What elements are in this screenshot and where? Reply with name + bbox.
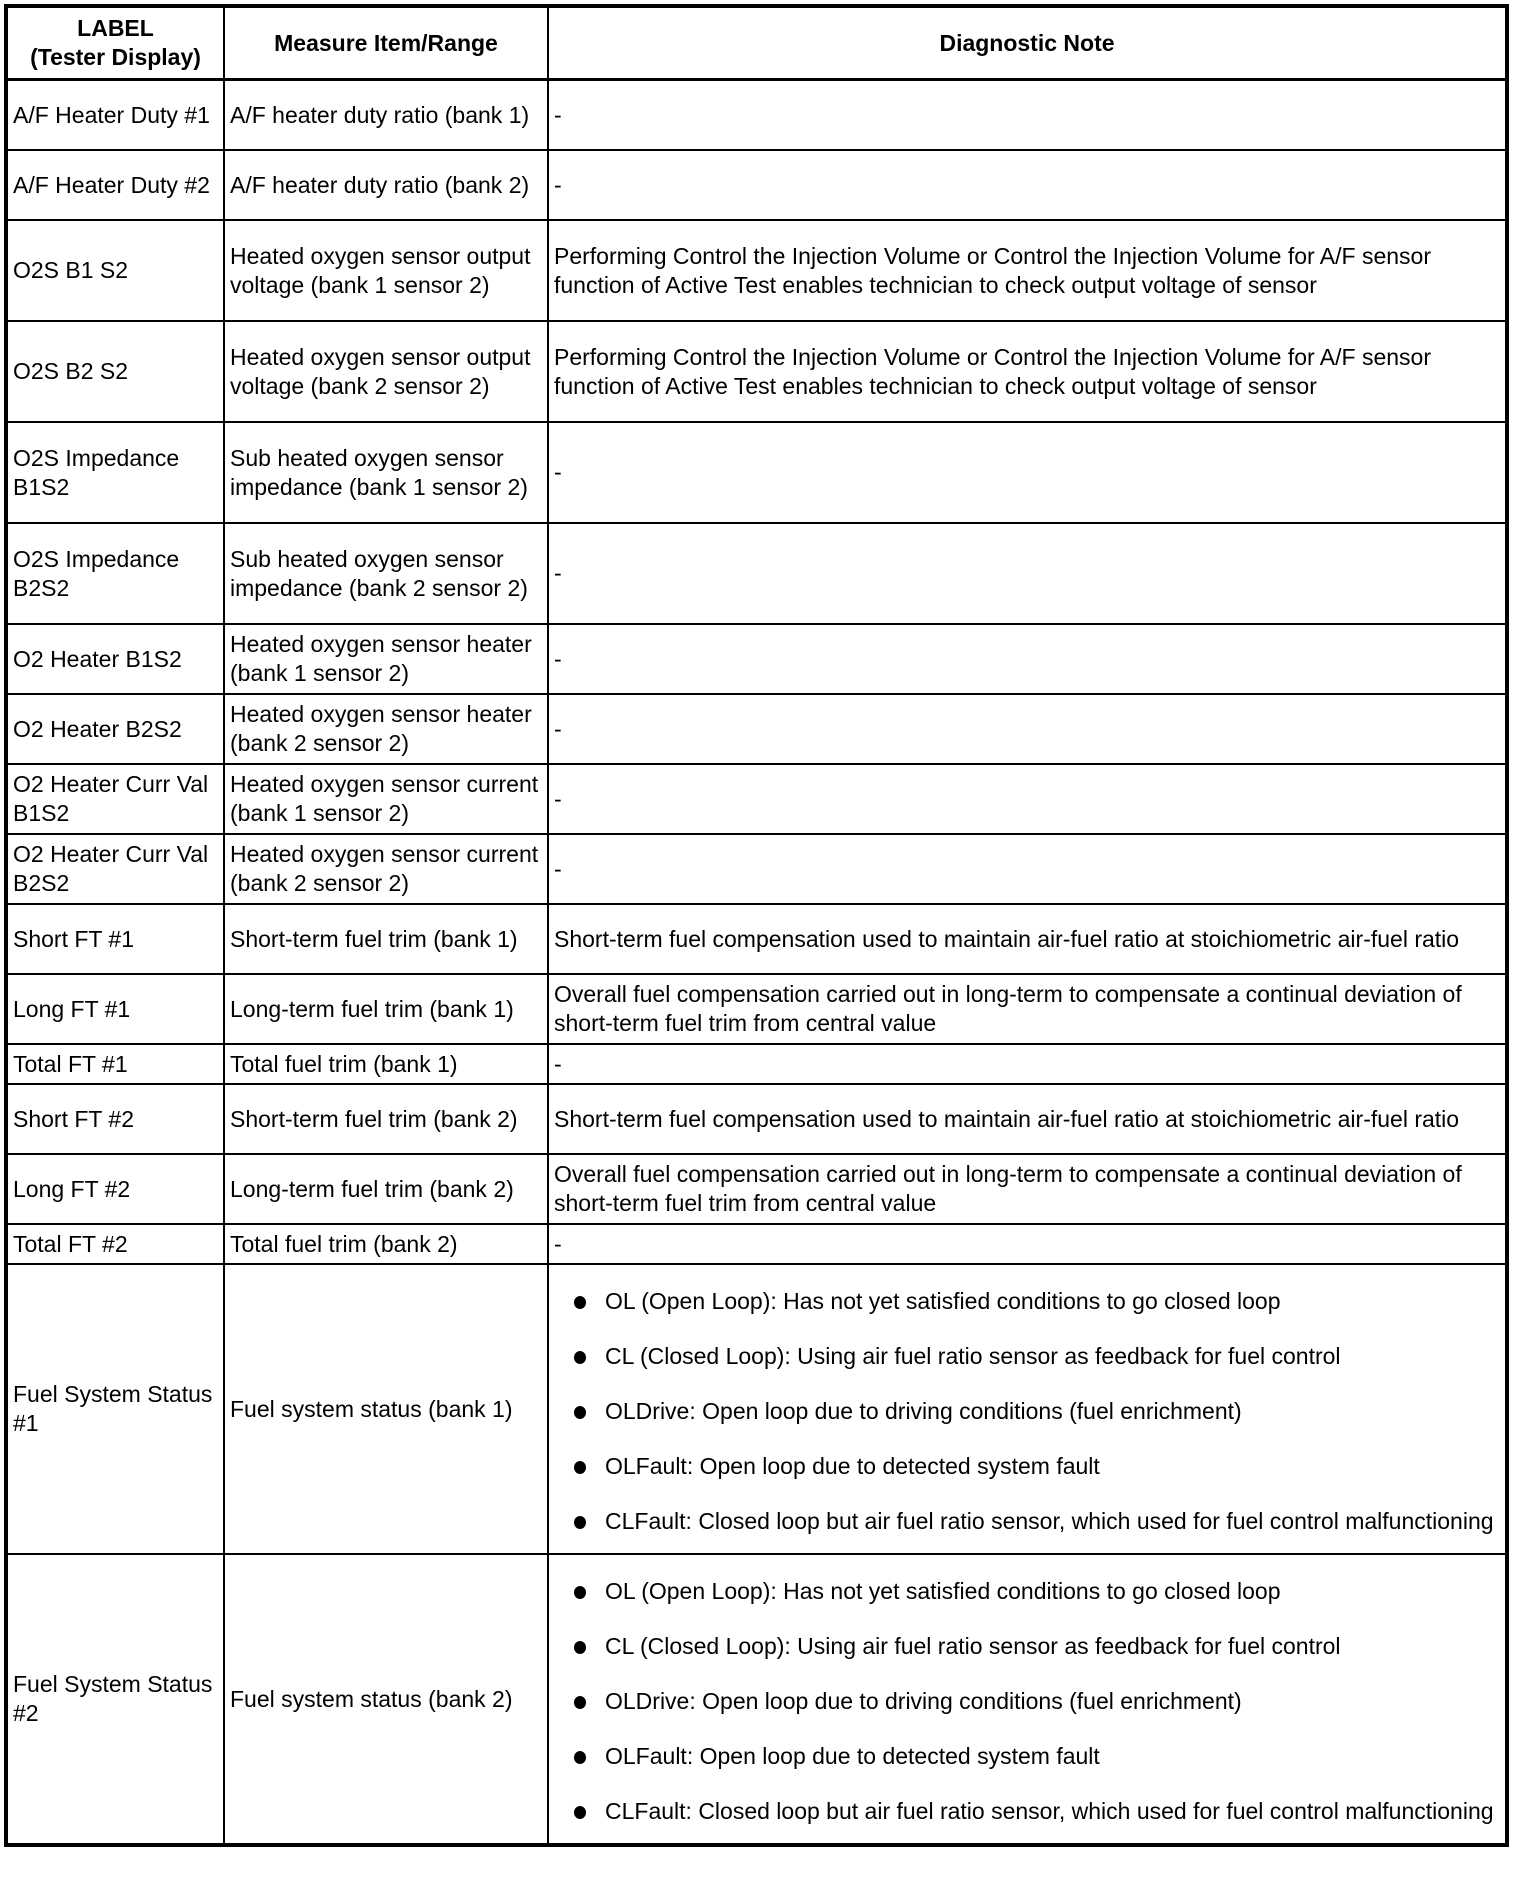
- table-row: [6, 422, 1507, 523]
- table-header: [6, 6, 1507, 80]
- header-label-line2: (Tester Display): [30, 44, 201, 70]
- diagnostic-data-table: [4, 4, 1509, 1847]
- list-item-text: CL (Closed Loop): Using air fuel ratio sensor as feedback for fuel control: [605, 1342, 1341, 1369]
- label-cell: Fuel System Status #1: [6, 1264, 224, 1554]
- label-cell: Short FT #2: [6, 1084, 224, 1154]
- list-item-text: OL (Open Loop): Has not yet satisfied conditions to go closed loop: [605, 1287, 1281, 1314]
- bullet-icon: [574, 1351, 586, 1364]
- measure-cell: Heated oxygen sensor output voltage (bank 2 sensor 2): [224, 321, 548, 422]
- list-item-text: OL (Open Loop): Has not yet satisfied conditions to go closed loop: [605, 1577, 1281, 1604]
- measure-cell: Heated oxygen sensor current (bank 2 sensor 2): [224, 834, 548, 904]
- measure-cell: A/F heater duty ratio (bank 2): [224, 150, 548, 220]
- label-cell: Total FT #2: [6, 1224, 224, 1264]
- list-item-text: CLFault: Closed loop but air fuel ratio sensor, which used for fuel control malfunctioning: [605, 1797, 1494, 1824]
- label-cell: A/F Heater Duty #2: [6, 150, 224, 220]
- fuel-status-list: [554, 1569, 1501, 1830]
- table-row: [6, 624, 1507, 694]
- table-row: [6, 904, 1507, 974]
- label-cell: Long FT #1: [6, 974, 224, 1044]
- list-item-text: CLFault: Closed loop but air fuel ratio sensor, which used for fuel control malfunctioning: [605, 1507, 1494, 1534]
- measure-cell: Short-term fuel trim (bank 2): [224, 1084, 548, 1154]
- bullet-icon: [574, 1641, 586, 1654]
- table-row: [6, 1224, 1507, 1264]
- bullet-icon: [574, 1406, 586, 1419]
- note-cell: [548, 1554, 1507, 1845]
- note-cell: Short-term fuel compensation used to maintain air-fuel ratio at stoichiometric air-fuel ratio: [548, 904, 1507, 974]
- measure-cell: Long-term fuel trim (bank 1): [224, 974, 548, 1044]
- note-cell: Overall fuel compensation carried out in long-term to compensate a continual deviation of short-term fuel trim from central value: [548, 1154, 1507, 1224]
- table-row: [6, 1154, 1507, 1224]
- table-row: [6, 150, 1507, 220]
- table-row: [6, 80, 1507, 151]
- list-item-text: CL (Closed Loop): Using air fuel ratio sensor as feedback for fuel control: [605, 1632, 1341, 1659]
- list-item-text: OLDrive: Open loop due to driving conditions (fuel enrichment): [605, 1397, 1242, 1424]
- measure-cell: Fuel system status (bank 1): [224, 1264, 548, 1554]
- table-row: [6, 764, 1507, 834]
- bullet-icon: [574, 1696, 586, 1709]
- note-cell: -: [548, 80, 1507, 151]
- list-item: [554, 1452, 1501, 1481]
- list-item: [554, 1742, 1501, 1771]
- measure-cell: Heated oxygen sensor heater (bank 2 sensor 2): [224, 694, 548, 764]
- table-row: [6, 1264, 1507, 1554]
- list-item: [554, 1632, 1501, 1661]
- bullet-icon: [574, 1516, 586, 1529]
- table-row: [6, 834, 1507, 904]
- table-row: [6, 523, 1507, 624]
- measure-cell: Heated oxygen sensor output voltage (bank 1 sensor 2): [224, 220, 548, 321]
- measure-cell: Heated oxygen sensor heater (bank 1 sensor 2): [224, 624, 548, 694]
- list-item: [554, 1287, 1501, 1316]
- list-item: [554, 1577, 1501, 1606]
- list-item-text: OLFault: Open loop due to detected system fault: [605, 1452, 1100, 1479]
- note-cell: -: [548, 764, 1507, 834]
- list-item: [554, 1397, 1501, 1426]
- label-cell: Fuel System Status #2: [6, 1554, 224, 1845]
- note-cell: -: [548, 834, 1507, 904]
- fuel-status-list: [554, 1279, 1501, 1540]
- header-label-line1: LABEL: [77, 15, 154, 41]
- note-cell: Overall fuel compensation carried out in long-term to compensate a continual deviation of short-term fuel trim from central value: [548, 974, 1507, 1044]
- table-row: [6, 974, 1507, 1044]
- table-body: [6, 80, 1507, 1846]
- table-row: [6, 1084, 1507, 1154]
- note-cell: -: [548, 422, 1507, 523]
- note-cell: -: [548, 1044, 1507, 1084]
- label-cell: O2S B2 S2: [6, 321, 224, 422]
- note-cell: -: [548, 523, 1507, 624]
- measure-cell: Long-term fuel trim (bank 2): [224, 1154, 548, 1224]
- label-cell: O2S B1 S2: [6, 220, 224, 321]
- label-cell: Long FT #2: [6, 1154, 224, 1224]
- table-row: [6, 694, 1507, 764]
- label-cell: A/F Heater Duty #1: [6, 80, 224, 151]
- measure-cell: A/F heater duty ratio (bank 1): [224, 80, 548, 151]
- list-item-text: OLDrive: Open loop due to driving conditions (fuel enrichment): [605, 1687, 1242, 1714]
- bullet-icon: [574, 1296, 586, 1309]
- label-cell: Short FT #1: [6, 904, 224, 974]
- note-cell: [548, 1264, 1507, 1554]
- note-cell: -: [548, 624, 1507, 694]
- measure-cell: Sub heated oxygen sensor impedance (bank 2 sensor 2): [224, 523, 548, 624]
- measure-cell: Fuel system status (bank 2): [224, 1554, 548, 1845]
- measure-cell: Sub heated oxygen sensor impedance (bank 1 sensor 2): [224, 422, 548, 523]
- bullet-icon: [574, 1806, 586, 1819]
- list-item-text: OLFault: Open loop due to detected system fault: [605, 1742, 1100, 1769]
- note-cell: -: [548, 150, 1507, 220]
- measure-cell: Total fuel trim (bank 1): [224, 1044, 548, 1084]
- list-item: [554, 1687, 1501, 1716]
- measure-cell: Total fuel trim (bank 2): [224, 1224, 548, 1264]
- label-cell: O2 Heater Curr Val B2S2: [6, 834, 224, 904]
- label-cell: O2 Heater B1S2: [6, 624, 224, 694]
- header-note: Diagnostic Note: [548, 6, 1507, 80]
- header-label: [6, 6, 224, 80]
- bullet-icon: [574, 1751, 586, 1764]
- header-row: [6, 6, 1507, 80]
- note-cell: -: [548, 1224, 1507, 1264]
- table-row: [6, 220, 1507, 321]
- label-cell: Total FT #1: [6, 1044, 224, 1084]
- note-cell: -: [548, 694, 1507, 764]
- measure-cell: Heated oxygen sensor current (bank 1 sensor 2): [224, 764, 548, 834]
- label-cell: O2S Impedance B1S2: [6, 422, 224, 523]
- list-item: [554, 1797, 1501, 1826]
- list-item: [554, 1507, 1501, 1536]
- label-cell: O2 Heater B2S2: [6, 694, 224, 764]
- table-row: [6, 1554, 1507, 1845]
- header-measure: Measure Item/Range: [224, 6, 548, 80]
- label-cell: O2S Impedance B2S2: [6, 523, 224, 624]
- bullet-icon: [574, 1586, 586, 1599]
- table-row: [6, 1044, 1507, 1084]
- note-cell: Performing Control the Injection Volume or Control the Injection Volume for A/F sensor function of Active Test enables technician to check output voltage of sensor: [548, 321, 1507, 422]
- table-row: [6, 321, 1507, 422]
- bullet-icon: [574, 1461, 586, 1474]
- label-cell: O2 Heater Curr Val B1S2: [6, 764, 224, 834]
- note-cell: Performing Control the Injection Volume or Control the Injection Volume for A/F sensor function of Active Test enables technician to check output voltage of sensor: [548, 220, 1507, 321]
- list-item: [554, 1342, 1501, 1371]
- note-cell: Short-term fuel compensation used to maintain air-fuel ratio at stoichiometric air-fuel ratio: [548, 1084, 1507, 1154]
- measure-cell: Short-term fuel trim (bank 1): [224, 904, 548, 974]
